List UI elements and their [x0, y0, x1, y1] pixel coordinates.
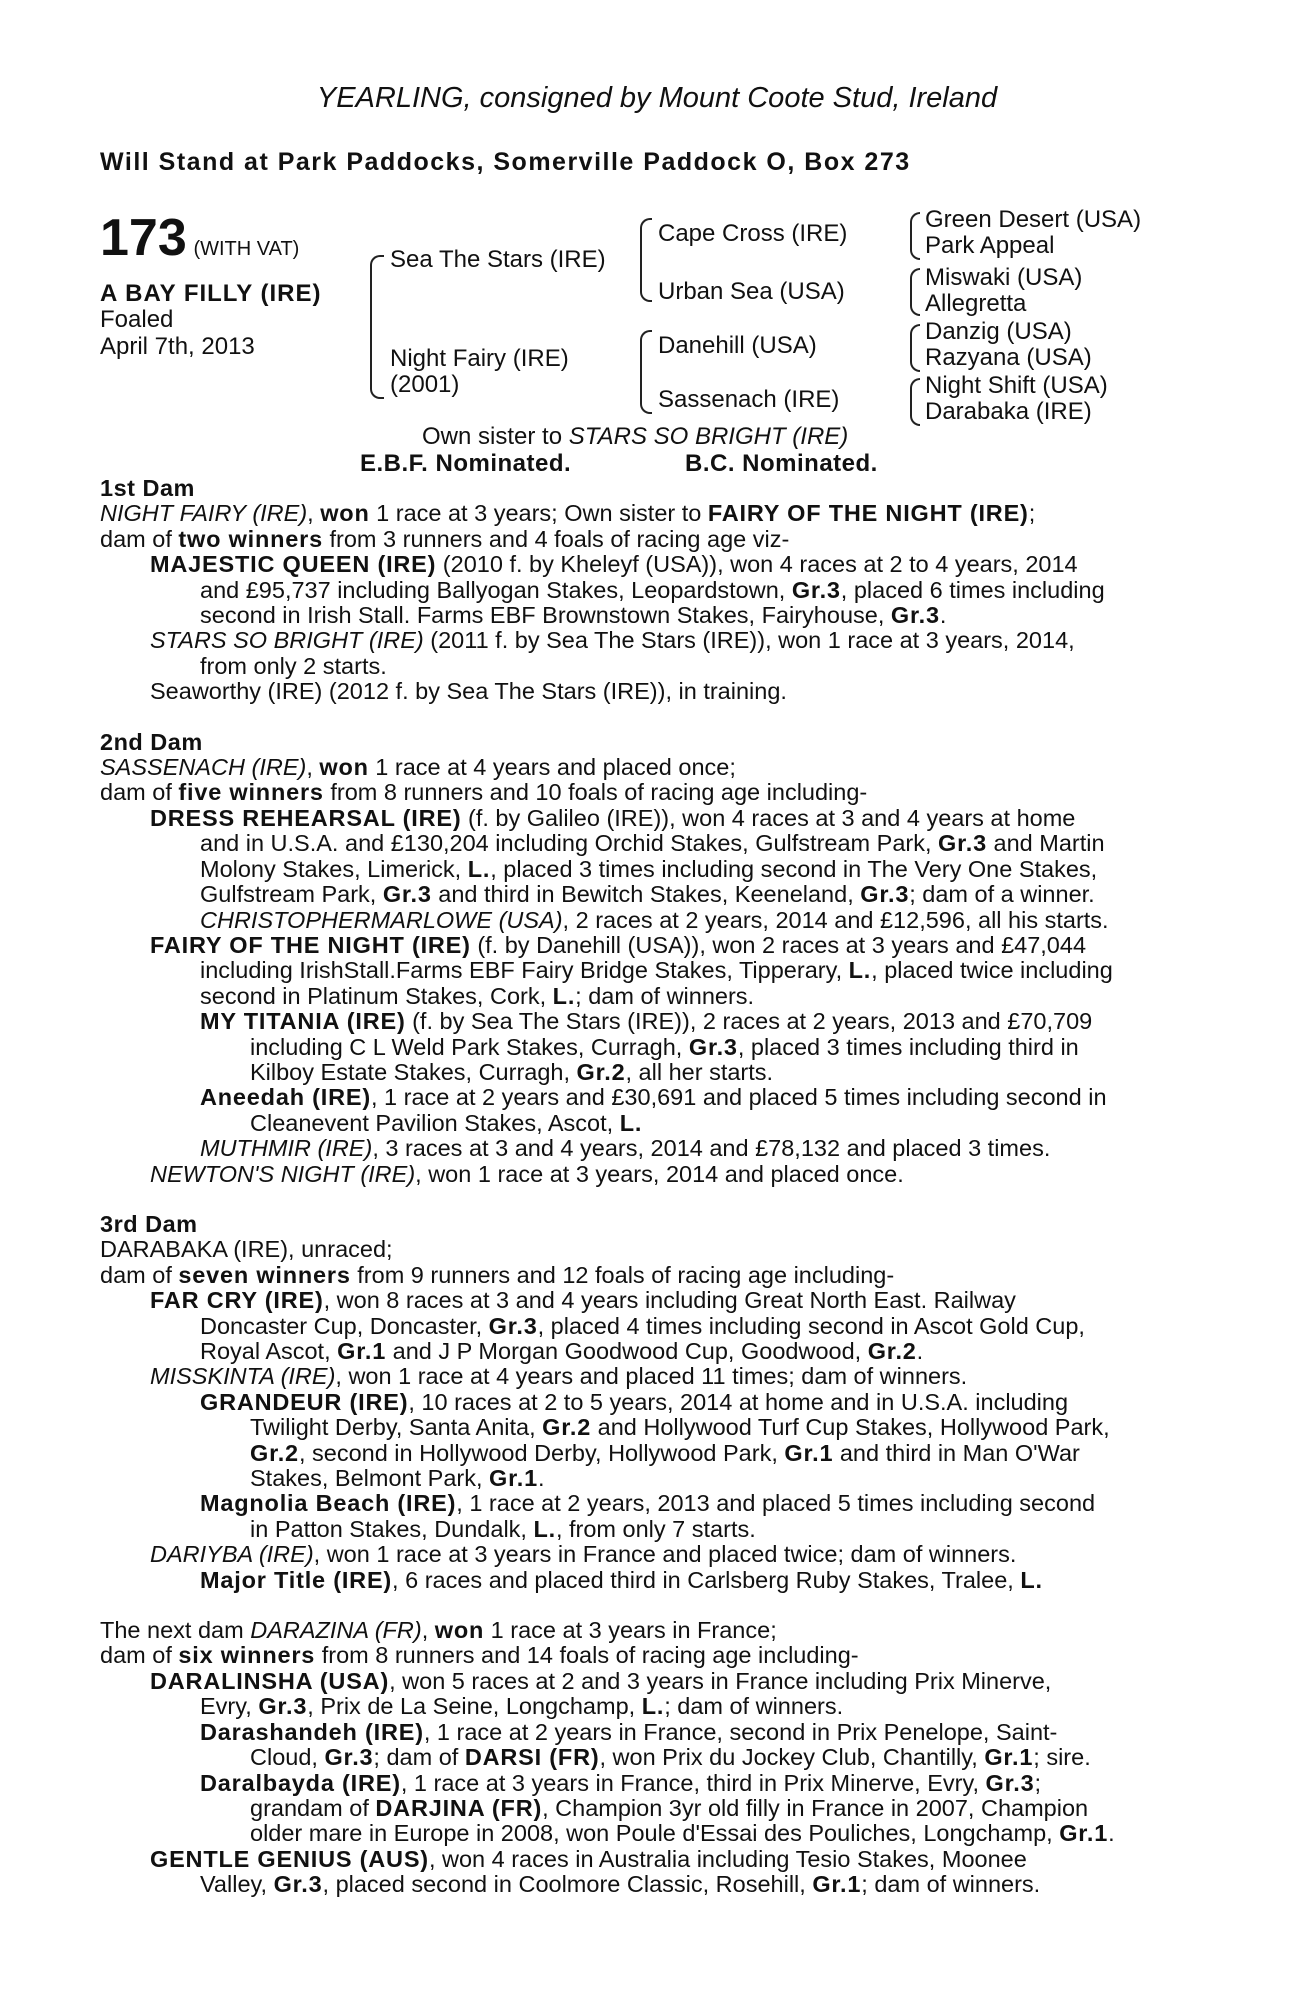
text-line: Royal Ascot, Gr.1 and J P Morgan Goodwood Cup, Goodwood, Gr.2.: [200, 1338, 924, 1364]
text-line: STARS SO BRIGHT (IRE) (2011 f. by Sea The Stars (IRE)), won 1 race at 3 years, 2014,: [150, 627, 1075, 654]
text-line: Doncaster Cup, Doncaster, Gr.3, placed 4 times including second in Ascot Gold Cup,: [200, 1312, 1085, 1339]
text-line: FAR CRY (IRE), won 8 races at 3 and 4 years including Great North East. Railway: [150, 1287, 1016, 1314]
text-line: DARALINSHA (USA), won 5 races at 2 and 3 years in France including Prix Minerve,: [150, 1667, 1052, 1694]
pedigree-brace: [910, 378, 920, 426]
text-line: Cleanevent Pavilion Stakes, Ascot, L.: [250, 1109, 643, 1136]
text-line: FAIRY OF THE NIGHT (IRE) (f. by Danehill (USA)), won 2 races at 3 years and £47,044: [150, 931, 1087, 958]
page-title: YEARLING, consigned by Mount Coote Stud, Ireland: [316, 82, 998, 114]
lot-number: 173: [100, 209, 187, 267]
pedigree-sire-dam: Urban Sea (USA): [658, 278, 845, 305]
text-line: grandam of DARJINA (FR), Champion 3yr old filly in France in 2007, Champion: [250, 1794, 1089, 1821]
pedigree-brace: [910, 324, 920, 372]
sister-note-horse: STARS SO BRIGHT (IRE): [568, 423, 849, 450]
text-line: Molony Stakes, Limerick, L., placed 3 times including second in The Very One Stakes,: [200, 855, 1098, 882]
foaled-label: Foaled: [100, 306, 174, 333]
text-line: GENTLE GENIUS (AUS), won 4 races in Australia including Tesio Stakes, Moonee: [150, 1845, 1027, 1872]
section-heading: 2nd Dam: [100, 728, 203, 755]
text-line: and in U.S.A. and £130,204 including Orchid Stakes, Gulfstream Park, Gr.3 and Martin: [200, 830, 1105, 857]
text-line: second in Irish Stall. Farms EBF Brownstown Stakes, Fairyhouse, Gr.3.: [200, 602, 947, 629]
text-line: second in Platinum Stakes, Cork, L.; dam of winners.: [200, 982, 755, 1009]
pedigree-dam-dam: Sassenach (IRE): [658, 386, 840, 413]
pedigree-ggd-1: Park Appeal: [925, 232, 1055, 259]
bc-nominated: B.C. Nominated.: [685, 450, 878, 477]
pedigree-brace: [370, 255, 384, 399]
text-line: dam of six winners from 8 runners and 14 foals of racing age including-: [100, 1642, 859, 1669]
text-line: GRANDEUR (IRE), 10 races at 2 to 5 years, 2014 at home and in U.S.A. including: [200, 1388, 1069, 1415]
pedigree-brace: [910, 212, 920, 260]
pedigree-ggd-2: Allegretta: [925, 290, 1027, 317]
pedigree-ggd-4: Darabaka (IRE): [925, 398, 1092, 425]
text-line: MISSKINTA (IRE), won 1 race at 4 years and placed 11 times; dam of winners.: [150, 1363, 968, 1390]
text-line: including C L Weld Park Stakes, Curragh, Gr.3, placed 3 times including third in: [250, 1033, 1079, 1060]
lot-header: [100, 209, 300, 267]
pedigree-ggs-2: Miswaki (USA): [925, 264, 1083, 291]
pedigree-ggs-3: Danzig (USA): [925, 318, 1072, 345]
text-line: dam of five winners from 8 runners and 10 foals of racing age including-: [100, 779, 868, 806]
text-line: Stakes, Belmont Park, Gr.1.: [250, 1465, 545, 1492]
pedigree-sire-sire: Cape Cross (IRE): [658, 220, 848, 247]
text-line: DARABAKA (IRE), unraced;: [100, 1236, 393, 1263]
text-line: DARIYBA (IRE), won 1 race at 3 years in France and placed twice; dam of winners.: [150, 1541, 1017, 1568]
pedigree-brace: [640, 330, 652, 414]
text-line: NEWTON'S NIGHT (IRE), won 1 race at 3 years, 2014 and placed once.: [150, 1160, 904, 1187]
text-line: MY TITANIA (IRE) (f. by Sea The Stars (IRE)), 2 races at 2 years, 2013 and £70,709: [200, 1008, 1093, 1035]
stable-location: Will Stand at Park Paddocks, Somerville Paddock O, Box 273: [100, 148, 911, 176]
pedigree-brace: [910, 268, 920, 316]
text-line: dam of seven winners from 9 runners and 12 foals of racing age including-: [100, 1261, 895, 1288]
pedigree-ggs-4: Night Shift (USA): [925, 372, 1108, 399]
text-line: Gulfstream Park, Gr.3 and third in Bewitch Stakes, Keeneland, Gr.3; dam of a winner.: [200, 881, 1095, 908]
text-line: Aneedah (IRE), 1 race at 2 years and £30,691 and placed 5 times including second in: [200, 1084, 1107, 1111]
text-line: SASSENACH (IRE), won 1 race at 4 years and placed once;: [100, 754, 736, 781]
ebf-nominated: E.B.F. Nominated.: [360, 450, 572, 477]
pedigree-dam-year: (2001): [390, 371, 460, 398]
text-line: Daralbayda (IRE), 1 race at 3 years in France, third in Prix Minerve, Evry, Gr.3;: [200, 1769, 1041, 1796]
sister-note: Own sister to STARS SO BRIGHT (IRE): [422, 423, 849, 450]
lot-horse-name: A BAY FILLY (IRE): [100, 280, 322, 307]
text-line: including IrishStall.Farms EBF Fairy Bridge Stakes, Tipperary, L., placed twice including: [200, 957, 1113, 984]
text-line: Major Title (IRE), 6 races and placed third in Carlsberg Ruby Stakes, Tralee, L.: [200, 1566, 1043, 1593]
text-line: Darashandeh (IRE), 1 race at 2 years in France, second in Prix Penelope, Saint-: [200, 1718, 1058, 1745]
text-line: Cloud, Gr.3; dam of DARSI (FR), won Prix du Jockey Club, Chantilly, Gr.1; sire.: [250, 1744, 1091, 1771]
text-line: NIGHT FAIRY (IRE), won 1 race at 3 years; Own sister to FAIRY OF THE NIGHT (IRE);: [100, 500, 1036, 527]
text-line: Kilboy Estate Stakes, Curragh, Gr.2, all her starts.: [250, 1058, 774, 1085]
text-line: Magnolia Beach (IRE), 1 race at 2 years, 2013 and placed 5 times including second: [200, 1490, 1096, 1517]
text-line: dam of two winners from 3 runners and 4 foals of racing age viz-: [100, 525, 790, 552]
pedigree-sire: Sea The Stars (IRE): [390, 246, 606, 273]
text-line: MAJESTIC QUEEN (IRE) (2010 f. by Kheleyf (USA)), won 4 races at 2 to 4 years, 2014: [150, 551, 1078, 578]
lot-vat: (WITH VAT): [193, 238, 300, 260]
text-line: DRESS REHEARSAL (IRE) (f. by Galileo (IRE)), won 4 races at 3 and 4 years at home: [150, 804, 1076, 831]
text-line: and £95,737 including Ballyogan Stakes, Leopardstown, Gr.3, placed 6 times including: [200, 576, 1105, 603]
text-line: The next dam DARAZINA (FR), won 1 race at 3 years in France;: [100, 1617, 777, 1644]
text-line: in Patton Stakes, Dundalk, L., from only 7 starts.: [250, 1515, 756, 1542]
text-line: Twilight Derby, Santa Anita, Gr.2 and Hollywood Turf Cup Stakes, Hollywood Park,: [250, 1414, 1110, 1441]
text-line: Evry, Gr.3, Prix de La Seine, Longchamp, L.; dam of winners.: [200, 1693, 844, 1720]
text-line: older mare in Europe in 2008, won Poule d'Essai des Pouliches, Longchamp, Gr.1.: [250, 1820, 1115, 1847]
produce-record: [100, 476, 1220, 1898]
pedigree-ggd-3: Razyana (USA): [925, 344, 1092, 371]
pedigree-ggs-1: Green Desert (USA): [925, 206, 1142, 233]
text-line: Valley, Gr.3, placed second in Coolmore Classic, Rosehill, Gr.1; dam of winners.: [200, 1871, 1041, 1898]
pedigree-brace: [640, 218, 652, 302]
pedigree-dam: Night Fairy (IRE): [390, 345, 569, 372]
pedigree-dam-sire: Danehill (USA): [658, 332, 817, 359]
text-line: Seaworthy (IRE) (2012 f. by Sea The Stars (IRE)), in training.: [150, 678, 787, 705]
section-heading: 3rd Dam: [100, 1210, 198, 1237]
text-line: CHRISTOPHERMARLOWE (USA), 2 races at 2 years, 2014 and £12,596, all his starts.: [200, 906, 1109, 933]
foaled-date: April 7th, 2013: [100, 333, 255, 360]
text-line: MUTHMIR (IRE), 3 races at 3 and 4 years, 2014 and £78,132 and placed 3 times.: [200, 1135, 1051, 1162]
section-heading: 1st Dam: [100, 475, 195, 501]
text-line: from only 2 starts.: [200, 652, 387, 679]
text-line: Gr.2, second in Hollywood Derby, Hollywood Park, Gr.1 and third in Man O'War: [250, 1439, 1080, 1466]
